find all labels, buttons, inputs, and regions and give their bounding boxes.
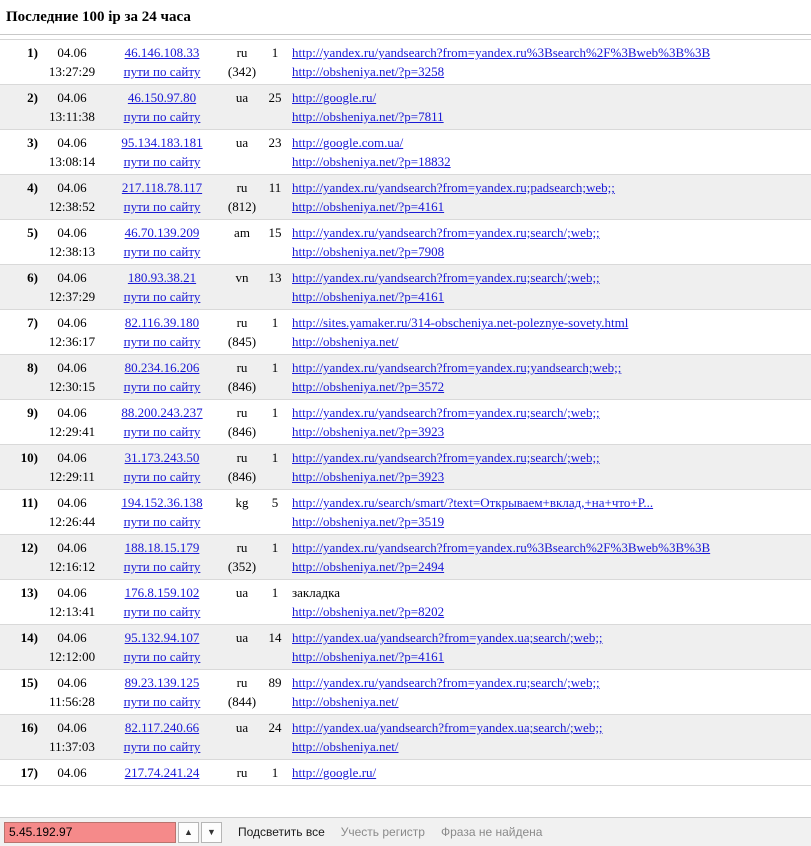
row-time: 12:36:17	[48, 334, 96, 349]
referrer-link[interactable]: http://sites.yamaker.ru/314-obscheniya.net-poleznye-sovety.html	[292, 315, 629, 330]
row-date: 04.06	[57, 225, 87, 240]
row-links-cell	[288, 670, 811, 715]
row-time: 13:08:14	[48, 154, 96, 169]
row-date: 04.06	[57, 315, 87, 330]
row-index: 12)	[0, 535, 42, 580]
table-row	[0, 535, 811, 580]
row-country-code	[222, 580, 262, 625]
country-code-label: ua	[235, 720, 249, 735]
row-country-code	[222, 220, 262, 265]
ip-link[interactable]: 217.74.241.24	[124, 765, 200, 780]
find-bar	[0, 817, 811, 846]
landing-page-link[interactable]: http://obsheniya.net/	[292, 694, 399, 709]
row-visit-count: 1	[262, 580, 288, 625]
row-index: 11)	[0, 490, 42, 535]
row-datetime	[42, 40, 102, 85]
country-code-label: kg	[235, 495, 249, 510]
landing-page-link[interactable]: http://obsheniya.net/?p=3258	[292, 64, 445, 79]
row-ip-cell	[102, 490, 222, 535]
table-row	[0, 580, 811, 625]
row-datetime	[42, 580, 102, 625]
title-divider	[0, 34, 811, 35]
row-index: 17)	[0, 760, 42, 786]
ip-list-table	[0, 40, 811, 786]
row-visit-count: 5	[262, 490, 288, 535]
row-date: 04.06	[57, 540, 87, 555]
country-code-label: ru	[236, 450, 248, 465]
row-index: 15)	[0, 670, 42, 715]
row-date: 04.06	[57, 90, 87, 105]
row-links-cell	[288, 85, 811, 130]
landing-page-link[interactable]: http://obsheniya.net/?p=3923	[292, 469, 445, 484]
row-ip-cell	[102, 175, 222, 220]
row-visit-count: 14	[262, 625, 288, 670]
ip-link[interactable]: 80.234.16.206	[124, 360, 200, 375]
landing-page-link[interactable]: http://obsheniya.net/?p=18832	[292, 154, 451, 169]
referrer-link[interactable]: http://yandex.ru/yandsearch?from=yandex.ru;search/;web;;	[292, 225, 600, 240]
row-country-code	[222, 355, 262, 400]
ip-link[interactable]: 217.118.78.117	[121, 180, 203, 195]
ip-link[interactable]: 88.200.243.237	[121, 405, 203, 420]
site-paths-link[interactable]: пути по сайту	[123, 604, 201, 619]
country-code-label: ru	[236, 45, 248, 60]
row-index: 2)	[0, 85, 42, 130]
referrer-link[interactable]: http://yandex.ru/yandsearch?from=yandex.ru;search/;web;;	[292, 675, 600, 690]
row-datetime	[42, 400, 102, 445]
table-row	[0, 175, 811, 220]
country-code-label: ua	[235, 630, 249, 645]
country-code-label: ru	[236, 540, 248, 555]
site-paths-link[interactable]: пути по сайту	[123, 694, 201, 709]
region-code-label: (342)	[227, 64, 257, 79]
site-paths-link[interactable]: пути по сайту	[123, 469, 201, 484]
ip-link[interactable]: 46.150.97.80	[127, 90, 197, 105]
row-time: 12:29:11	[49, 469, 95, 484]
row-time: 12:12:00	[48, 649, 96, 664]
referrer-link[interactable]: http://yandex.ru/yandsearch?from=yandex.ru;yandsearch;web;;	[292, 360, 622, 375]
region-code-label: (846)	[227, 424, 257, 439]
row-links-cell	[288, 265, 811, 310]
row-visit-count: 1	[262, 40, 288, 85]
row-country-code	[222, 670, 262, 715]
site-paths-link[interactable]: пути по сайту	[123, 559, 201, 574]
row-index: 5)	[0, 220, 42, 265]
country-code-label: am	[234, 225, 250, 240]
row-links-cell	[288, 760, 811, 786]
site-paths-link[interactable]: пути по сайту	[123, 244, 201, 259]
row-country-code	[222, 175, 262, 220]
region-code-label: (352)	[227, 559, 257, 574]
row-datetime	[42, 220, 102, 265]
row-country-code	[222, 760, 262, 786]
ip-link[interactable]: 176.8.159.102	[124, 585, 200, 600]
row-date: 04.06	[57, 405, 87, 420]
site-paths-link[interactable]: пути по сайту	[123, 424, 201, 439]
ip-link[interactable]: 46.146.108.33	[124, 45, 200, 60]
site-paths-link[interactable]: пути по сайту	[123, 514, 201, 529]
row-datetime	[42, 535, 102, 580]
find-input[interactable]	[4, 822, 176, 843]
country-code-label: ru	[236, 405, 248, 420]
row-time: 12:37:29	[48, 289, 96, 304]
row-ip-cell	[102, 85, 222, 130]
row-links-cell	[288, 310, 811, 355]
row-ip-cell	[102, 535, 222, 580]
referrer-link[interactable]: http://yandex.ru/yandsearch?from=yandex.ru;search/;web;;	[292, 270, 600, 285]
row-index: 16)	[0, 715, 42, 760]
row-links-cell	[288, 400, 811, 445]
row-time: 11:56:28	[49, 694, 95, 709]
row-ip-cell	[102, 445, 222, 490]
landing-page-link[interactable]: http://obsheniya.net/?p=4161	[292, 649, 445, 664]
row-datetime	[42, 130, 102, 175]
landing-page-link[interactable]: http://obsheniya.net/	[292, 739, 399, 754]
table-row	[0, 715, 811, 760]
country-code-label: ru	[236, 675, 248, 690]
row-visit-count: 1	[262, 355, 288, 400]
row-time: 12:30:15	[48, 379, 96, 394]
site-paths-link[interactable]: пути по сайту	[123, 289, 201, 304]
row-datetime	[42, 355, 102, 400]
row-ip-cell	[102, 760, 222, 786]
row-datetime	[42, 760, 102, 786]
ip-link[interactable]: 89.23.139.125	[124, 675, 200, 690]
site-paths-link[interactable]: пути по сайту	[123, 154, 201, 169]
site-paths-link[interactable]: пути по сайту	[123, 64, 201, 79]
row-visit-count: 1	[262, 535, 288, 580]
region-code-label: (844)	[227, 694, 257, 709]
row-date: 04.06	[57, 630, 87, 645]
find-previous-button[interactable]: ▲	[178, 822, 199, 843]
row-links-cell	[288, 130, 811, 175]
row-datetime	[42, 265, 102, 310]
row-date: 04.06	[57, 270, 87, 285]
row-time: 13:27:29	[48, 64, 96, 79]
landing-page-link[interactable]: http://obsheniya.net/?p=7811	[292, 109, 444, 124]
referrer-link[interactable]: http://yandex.ru/search/smart/?text=Открываем+вклад,+на+что+Р...	[292, 495, 654, 510]
table-row	[0, 310, 811, 355]
row-index: 10)	[0, 445, 42, 490]
row-ip-cell	[102, 670, 222, 715]
landing-page-link[interactable]: http://obsheniya.net/	[292, 334, 399, 349]
row-index: 3)	[0, 130, 42, 175]
row-datetime	[42, 490, 102, 535]
row-datetime	[42, 445, 102, 490]
table-row	[0, 490, 811, 535]
landing-page-link[interactable]: http://obsheniya.net/?p=3572	[292, 379, 445, 394]
row-country-code	[222, 40, 262, 85]
referrer-link[interactable]: http://yandex.ru/yandsearch?from=yandex.ru;padsearch;web;;	[292, 180, 615, 195]
row-ip-cell	[102, 580, 222, 625]
country-code-label: ru	[236, 360, 248, 375]
row-visit-count: 11	[262, 175, 288, 220]
site-paths-link[interactable]: пути по сайту	[123, 334, 201, 349]
site-paths-link[interactable]: пути по сайту	[123, 109, 201, 124]
row-links-cell	[288, 220, 811, 265]
row-index: 1)	[0, 40, 42, 85]
referrer-link[interactable]: http://yandex.ua/yandsearch?from=yandex.ua;search/;web;;	[292, 720, 603, 735]
row-ip-cell	[102, 400, 222, 445]
ip-link[interactable]: 31.173.243.50	[124, 450, 200, 465]
table-row	[0, 85, 811, 130]
ip-link[interactable]: 188.18.15.179	[124, 540, 200, 555]
row-index: 13)	[0, 580, 42, 625]
table-row	[0, 625, 811, 670]
referrer-link[interactable]: http://yandex.ru/yandsearch?from=yandex.ru%3Bsearch%2F%3Bweb%3B%3B	[292, 540, 711, 555]
site-paths-link[interactable]: пути по сайту	[123, 379, 201, 394]
country-code-label: ua	[235, 135, 249, 150]
row-index: 7)	[0, 310, 42, 355]
landing-page-link[interactable]: http://obsheniya.net/?p=3923	[292, 424, 445, 439]
referrer-link[interactable]: http://yandex.ru/yandsearch?from=yandex.ru;search/;web;;	[292, 450, 600, 465]
row-country-code	[222, 535, 262, 580]
table-row	[0, 760, 811, 786]
country-code-label: ru	[236, 765, 248, 780]
row-ip-cell	[102, 310, 222, 355]
row-visit-count: 1	[262, 445, 288, 490]
row-ip-cell	[102, 715, 222, 760]
referrer-link[interactable]: http://google.ru/	[292, 765, 377, 780]
row-date: 04.06	[57, 360, 87, 375]
landing-page-link[interactable]: http://obsheniya.net/?p=2494	[292, 559, 445, 574]
landing-page-link[interactable]: http://obsheniya.net/?p=8202	[292, 604, 445, 619]
row-date: 04.06	[57, 45, 87, 60]
row-country-code	[222, 625, 262, 670]
row-links-cell	[288, 355, 811, 400]
row-visit-count: 1	[262, 400, 288, 445]
row-links-cell	[288, 535, 811, 580]
ip-link[interactable]: 82.117.240.66	[124, 720, 200, 735]
row-links-cell	[288, 445, 811, 490]
row-ip-cell	[102, 130, 222, 175]
row-time: 12:16:12	[48, 559, 96, 574]
landing-page-link[interactable]: http://obsheniya.net/?p=7908	[292, 244, 445, 259]
table-row	[0, 670, 811, 715]
table-row	[0, 40, 811, 85]
row-links-cell	[288, 625, 811, 670]
row-visit-count: 13	[262, 265, 288, 310]
table-row	[0, 265, 811, 310]
row-visit-count: 25	[262, 85, 288, 130]
row-time: 12:38:52	[48, 199, 96, 214]
country-code-label: ua	[235, 90, 249, 105]
match-case-toggle[interactable]: Учесть регистр	[340, 825, 425, 839]
row-time: 12:26:44	[48, 514, 96, 529]
region-code-label: (845)	[227, 334, 257, 349]
row-country-code	[222, 85, 262, 130]
row-date: 04.06	[57, 180, 87, 195]
row-links-cell	[288, 40, 811, 85]
site-paths-link[interactable]: пути по сайту	[123, 739, 201, 754]
ip-link[interactable]: 95.132.94.107	[124, 630, 200, 645]
row-country-code	[222, 490, 262, 535]
row-country-code	[222, 130, 262, 175]
ip-link[interactable]: 180.93.38.21	[127, 270, 197, 285]
table-row	[0, 400, 811, 445]
row-date: 04.06	[57, 585, 87, 600]
ip-list-scroll-area[interactable]	[0, 39, 811, 817]
row-time: 12:38:13	[48, 244, 96, 259]
row-links-cell	[288, 175, 811, 220]
site-paths-link[interactable]: пути по сайту	[123, 649, 201, 664]
row-index: 8)	[0, 355, 42, 400]
row-ip-cell	[102, 625, 222, 670]
row-date: 04.06	[57, 135, 87, 150]
page-title: Последние 100 ip за 24 часа	[6, 9, 191, 25]
row-index: 6)	[0, 265, 42, 310]
table-row	[0, 355, 811, 400]
row-visit-count: 89	[262, 670, 288, 715]
row-datetime	[42, 310, 102, 355]
highlight-all-toggle[interactable]: Подсветить все	[238, 825, 325, 839]
region-code-label: (846)	[227, 379, 257, 394]
referrer-link[interactable]: http://google.ru/	[292, 90, 377, 105]
row-country-code	[222, 715, 262, 760]
row-ip-cell	[102, 40, 222, 85]
row-links-cell	[288, 715, 811, 760]
ip-link[interactable]: 82.116.39.180	[124, 315, 200, 330]
ip-link[interactable]: 194.152.36.138	[121, 495, 203, 510]
row-country-code	[222, 445, 262, 490]
referrer-link[interactable]: http://yandex.ru/yandsearch?from=yandex.ru;search/;web;;	[292, 405, 600, 420]
row-time: 11:37:03	[49, 739, 95, 754]
row-datetime	[42, 175, 102, 220]
row-country-code	[222, 310, 262, 355]
table-row	[0, 130, 811, 175]
row-visit-count: 1	[262, 760, 288, 786]
row-datetime	[42, 670, 102, 715]
region-code-label: (812)	[227, 199, 257, 214]
country-code-label: ru	[236, 315, 248, 330]
referrer-plain-text: закладка	[292, 585, 340, 600]
find-next-button[interactable]: ▼	[201, 822, 222, 843]
row-date: 04.06	[57, 765, 87, 780]
table-row	[0, 220, 811, 265]
find-status-text: Фраза не найдена	[440, 825, 543, 839]
row-index: 14)	[0, 625, 42, 670]
row-ip-cell	[102, 355, 222, 400]
row-index: 9)	[0, 400, 42, 445]
referrer-link[interactable]: http://yandex.ru/yandsearch?from=yandex.ru%3Bsearch%2F%3Bweb%3B%3B	[292, 45, 711, 60]
site-paths-link[interactable]: пути по сайту	[123, 199, 201, 214]
landing-page-link[interactable]: http://obsheniya.net/?p=3519	[292, 514, 445, 529]
row-links-cell	[288, 490, 811, 535]
landing-page-link[interactable]: http://obsheniya.net/?p=4161	[292, 289, 445, 304]
row-country-code	[222, 265, 262, 310]
row-time: 12:29:41	[48, 424, 96, 439]
row-time: 13:11:38	[49, 109, 95, 124]
row-ip-cell	[102, 265, 222, 310]
referrer-link[interactable]: http://google.com.ua/	[292, 135, 404, 150]
row-date: 04.06	[57, 495, 87, 510]
row-datetime	[42, 715, 102, 760]
row-visit-count: 1	[262, 310, 288, 355]
country-code-label: ua	[235, 585, 249, 600]
region-code-label: (846)	[227, 469, 257, 484]
row-links-cell	[288, 580, 811, 625]
country-code-label: vn	[235, 270, 249, 285]
row-visit-count: 15	[262, 220, 288, 265]
row-time: 12:13:41	[48, 604, 96, 619]
row-visit-count: 24	[262, 715, 288, 760]
row-datetime	[42, 625, 102, 670]
table-row	[0, 445, 811, 490]
row-datetime	[42, 85, 102, 130]
ip-link[interactable]: 95.134.183.181	[121, 135, 203, 150]
row-date: 04.06	[57, 450, 87, 465]
country-code-label: ru	[236, 180, 248, 195]
ip-link[interactable]: 46.70.139.209	[124, 225, 200, 240]
landing-page-link[interactable]: http://obsheniya.net/?p=4161	[292, 199, 445, 214]
row-country-code	[222, 400, 262, 445]
row-date: 04.06	[57, 675, 87, 690]
row-visit-count: 23	[262, 130, 288, 175]
row-index: 4)	[0, 175, 42, 220]
row-date: 04.06	[57, 720, 87, 735]
referrer-link[interactable]: http://yandex.ua/yandsearch?from=yandex.ua;search/;web;;	[292, 630, 603, 645]
row-ip-cell	[102, 220, 222, 265]
